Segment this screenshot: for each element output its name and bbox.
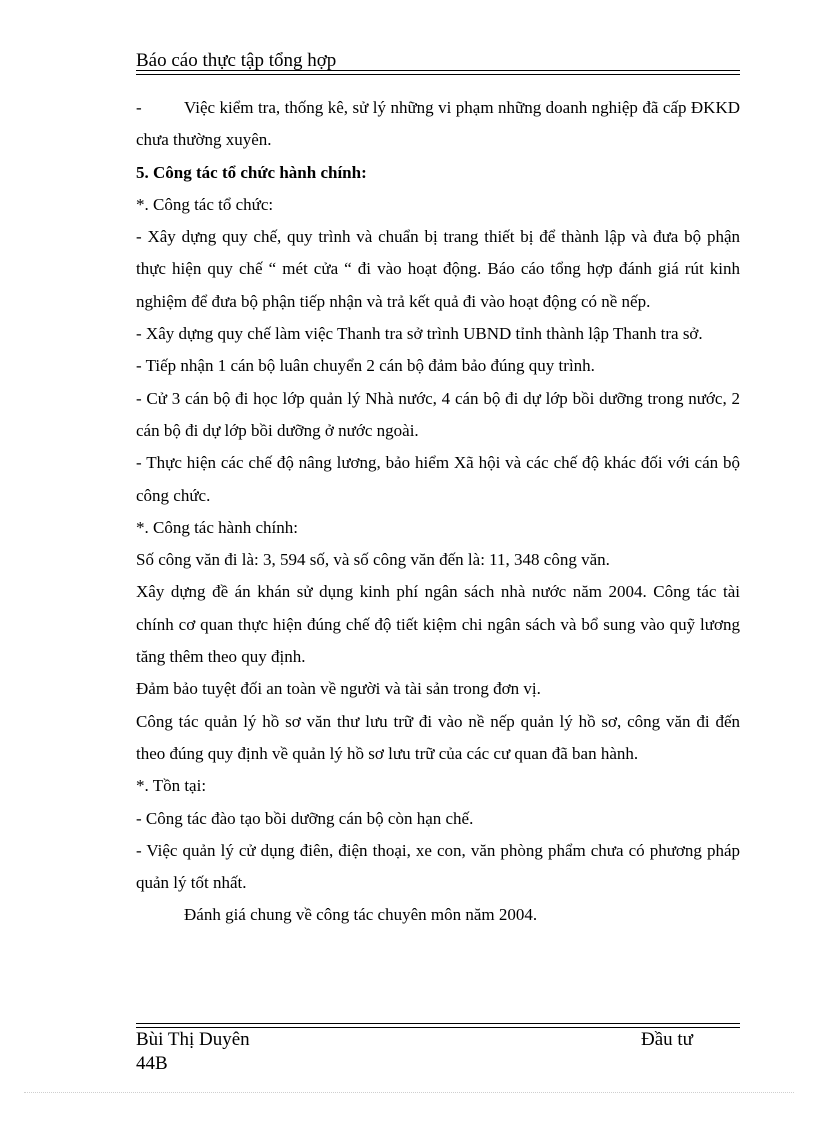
paragraph-training: - Cử 3 cán bộ đi học lớp quản lý Nhà nước, 4 cán bộ đi dự lớp bồi dưỡng trong nước, 2 cán bộ đi dự lớp bồi dưỡng ở nước ngoài. (136, 388, 740, 440)
paragraph-issue-training: - Công tác đào tạo bồi dưỡng cán bộ còn hạn chế. (136, 808, 474, 828)
paragraph-inspection-text: Việc kiểm tra, thống kê, sử lý những vi phạm những doanh nghiệp đã cấp ĐKKD chưa thường xuyên. (136, 98, 740, 150)
paragraph-archives: Công tác quản lý hồ sơ văn thư lưu trữ đi vào nề nếp quản lý hồ sơ, công văn đi đến theo đúng quy định về quản lý hồ sơ lưu trữ của các cư quan đã ban hành. (136, 711, 740, 763)
paragraph-evaluation: Đánh giá chung về công tác chuyên môn năm 2004. (184, 905, 538, 925)
footer-author: Bùi Thị Duyên (136, 1029, 250, 1050)
footer-department: Đầu tư (641, 1029, 693, 1050)
paragraph-one-door: - Xây dựng quy chế, quy trình và chuẩn bị trang thiết bị để thành lập và đưa bộ phận thực hiện quy chế “ mét cửa “ đi vào hoạt động. Báo cáo tổng hợp đánh giá rút kinh nghiệm để đưa bộ phận tiếp nhận và trả kết quả đi vào hoạt động có nề nếp. (136, 227, 740, 311)
subheading-organization: *. Công tác tổ chức: (136, 194, 274, 214)
section-heading-5: 5. Công tác tổ chức hành chính: (136, 162, 367, 182)
subheading-administration: *. Công tác hành chính: (136, 517, 298, 537)
paragraph-staff-rotation: - Tiếp nhận 1 cán bộ luân chuyển 2 cán bộ đảm bảo đúng quy trình. (136, 356, 595, 376)
bullet-dash: - (136, 98, 142, 117)
header-title: Báo cáo thực tập tổng hợp (136, 50, 337, 71)
footer-class: 44B (136, 1053, 168, 1074)
subheading-issues: *. Tồn tại: (136, 776, 207, 796)
paragraph-inspectorate: - Xây dựng quy chế làm việc Thanh tra sở trình UBND tỉnh thành lập Thanh tra sở. (136, 324, 703, 344)
header-rule-thick (136, 70, 740, 71)
paragraph-dispatch-count: Số công văn đi là: 3, 594 số, và số công văn đến là: 11, 348 công văn. (136, 550, 610, 570)
paragraph-issue-management: - Việc quản lý cử dụng điên, điện thoại, xe con, văn phòng phẩm chưa có phương pháp quản lý tốt nhất. (136, 840, 740, 893)
page-boundary-line (24, 1092, 794, 1093)
paragraph-safety: Đảm bảo tuyệt đối an toàn về người và tài sản trong đơn vị. (136, 679, 541, 699)
paragraph-inspection (136, 92, 740, 157)
footer-rule-thin (136, 1023, 740, 1024)
document-body (136, 92, 740, 932)
paragraph-budget: Xây dựng đề án khán sử dụng kinh phí ngân sách nhà nước năm 2004. Công tác tài chính cơ quan thực hiện đúng chế độ tiết kiệm chi ngân sách và bổ sung vào quỹ lương tăng thêm theo quy định. (136, 582, 740, 667)
paragraph-salary: - Thực hiện các chế độ nâng lương, bảo hiểm Xã hội và các chế độ khác đối với cán bộ công chức. (136, 453, 740, 505)
header-rule-thin (136, 74, 740, 75)
